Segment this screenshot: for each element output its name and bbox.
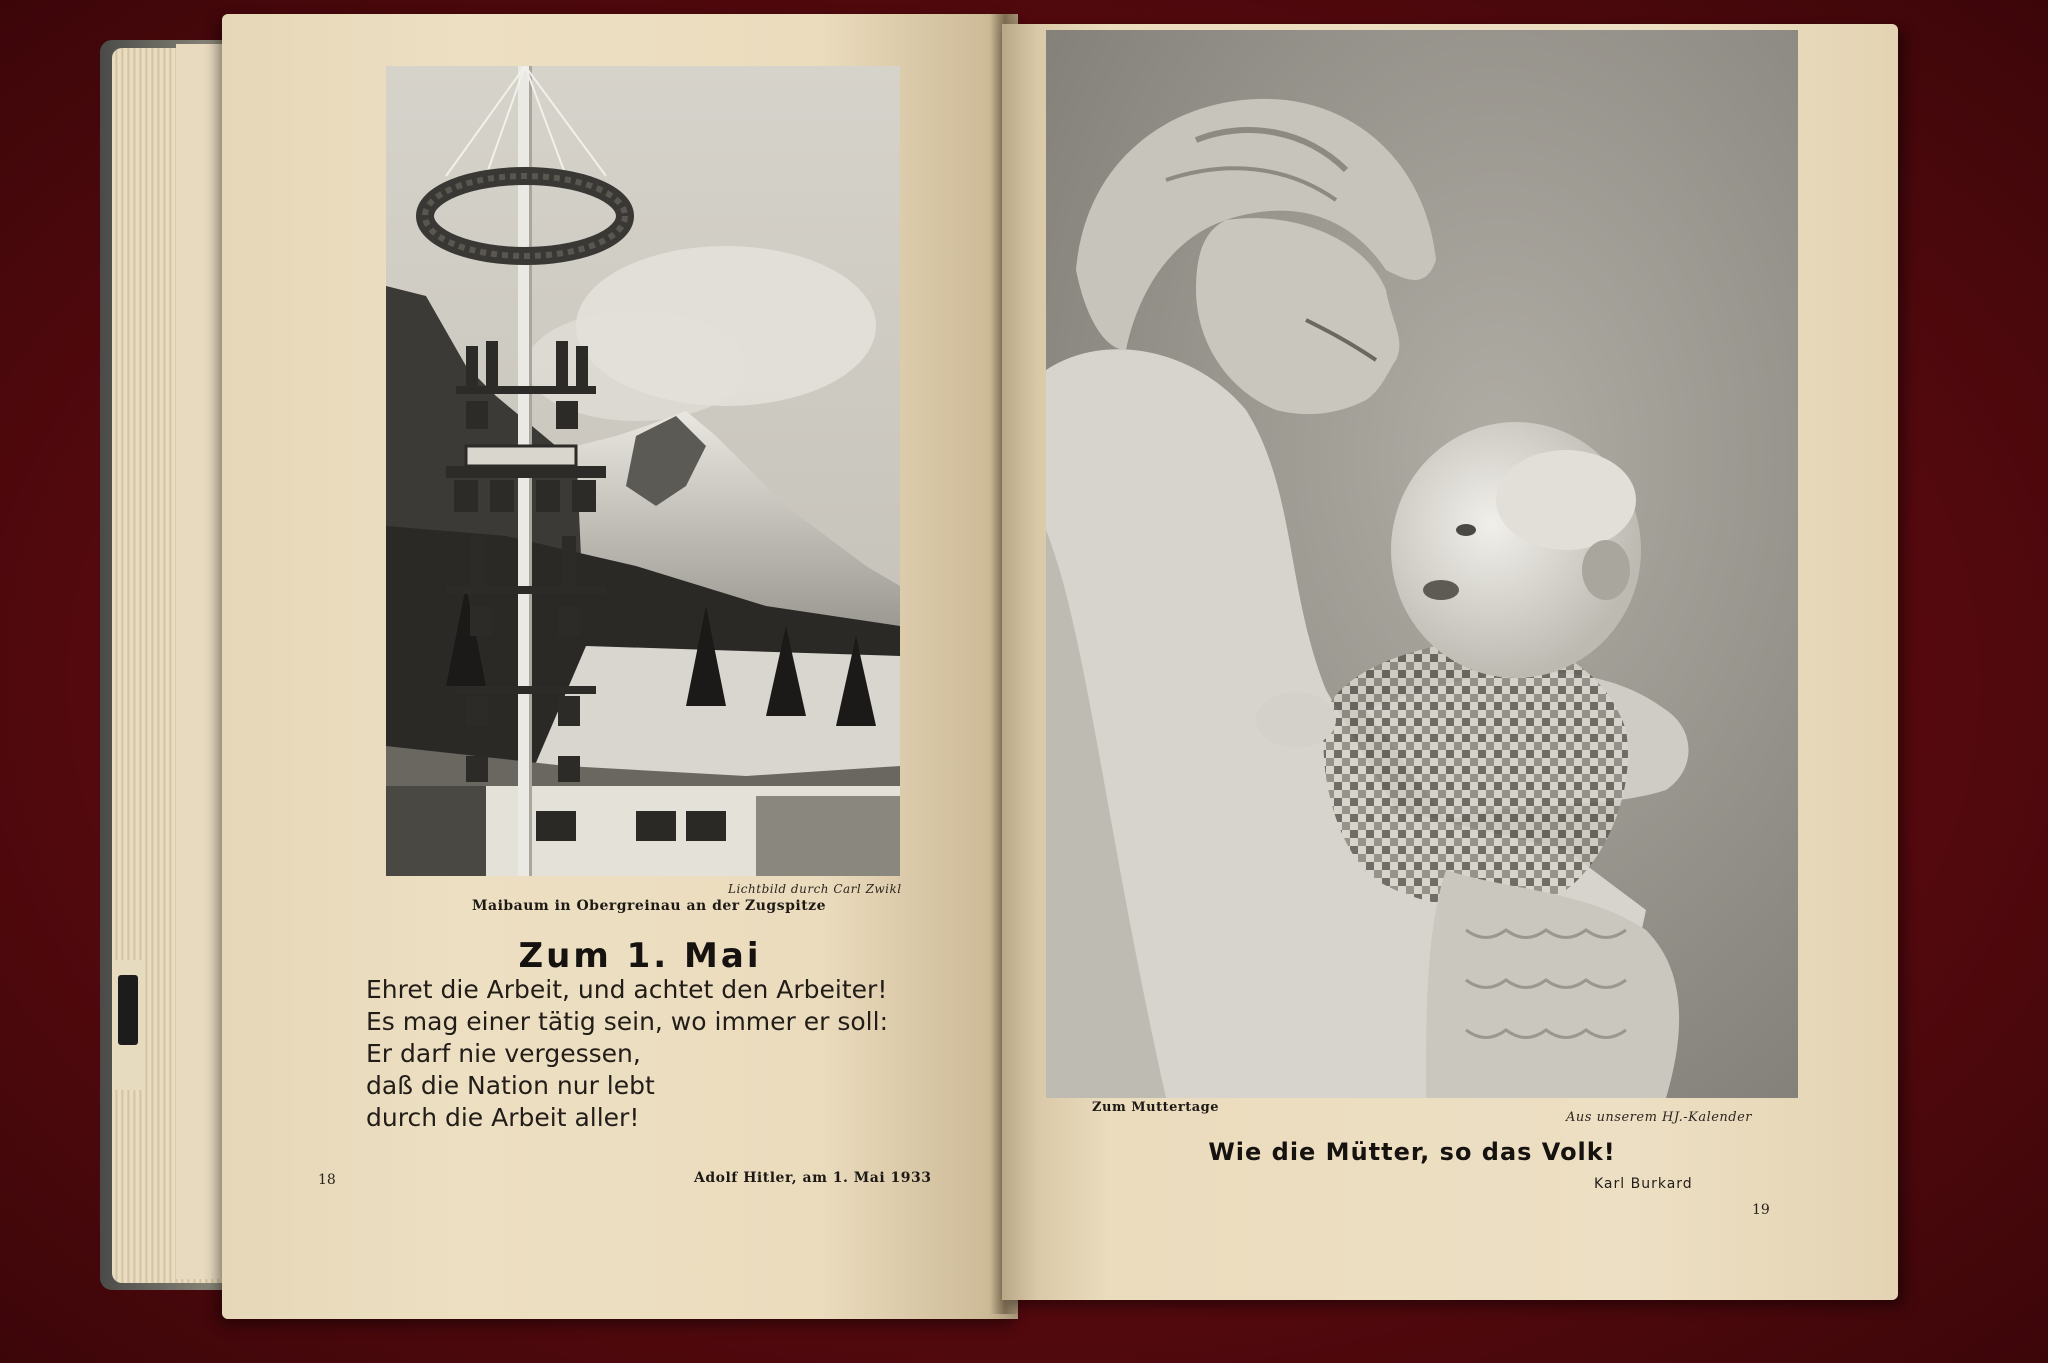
mother-child-photo [1046,30,1798,1098]
underlying-page-glyph [118,975,138,1045]
photo-source: Aus unserem HJ.-Kalender [1566,1110,1753,1125]
poem-line: Er darf nie vergessen, [366,1039,641,1068]
poem-line: durch die Arbeit aller! [366,1103,640,1132]
poem-line: Ehret die Arbeit, und achtet den Arbeiter! [366,975,888,1004]
photo-caption: Maibaum in Obergreinau an der Zugspitze [472,898,827,914]
page-headline: Zum 1. Mai [518,936,762,976]
quote-attribution: Adolf Hitler, am 1. Mai 1933 [694,1170,932,1186]
photo-credit: Lichtbild durch Carl Zwikl [728,882,902,896]
poem-block [366,974,926,1134]
photo-caption-right: Zum Muttertage [1092,1100,1219,1115]
headline-author: Karl Burkard [1594,1176,1693,1192]
page-number-left: 18 [318,1172,336,1188]
poem-line: daß die Nation nur lebt [366,1071,655,1100]
page-headline-right: Wie die Mütter, so das Volk! [1208,1138,1616,1166]
poem-line: Es mag einer tätig sein, wo immer er soll: [366,1007,888,1036]
maypole-photo [386,66,900,876]
page-number-right: 19 [1752,1202,1770,1218]
